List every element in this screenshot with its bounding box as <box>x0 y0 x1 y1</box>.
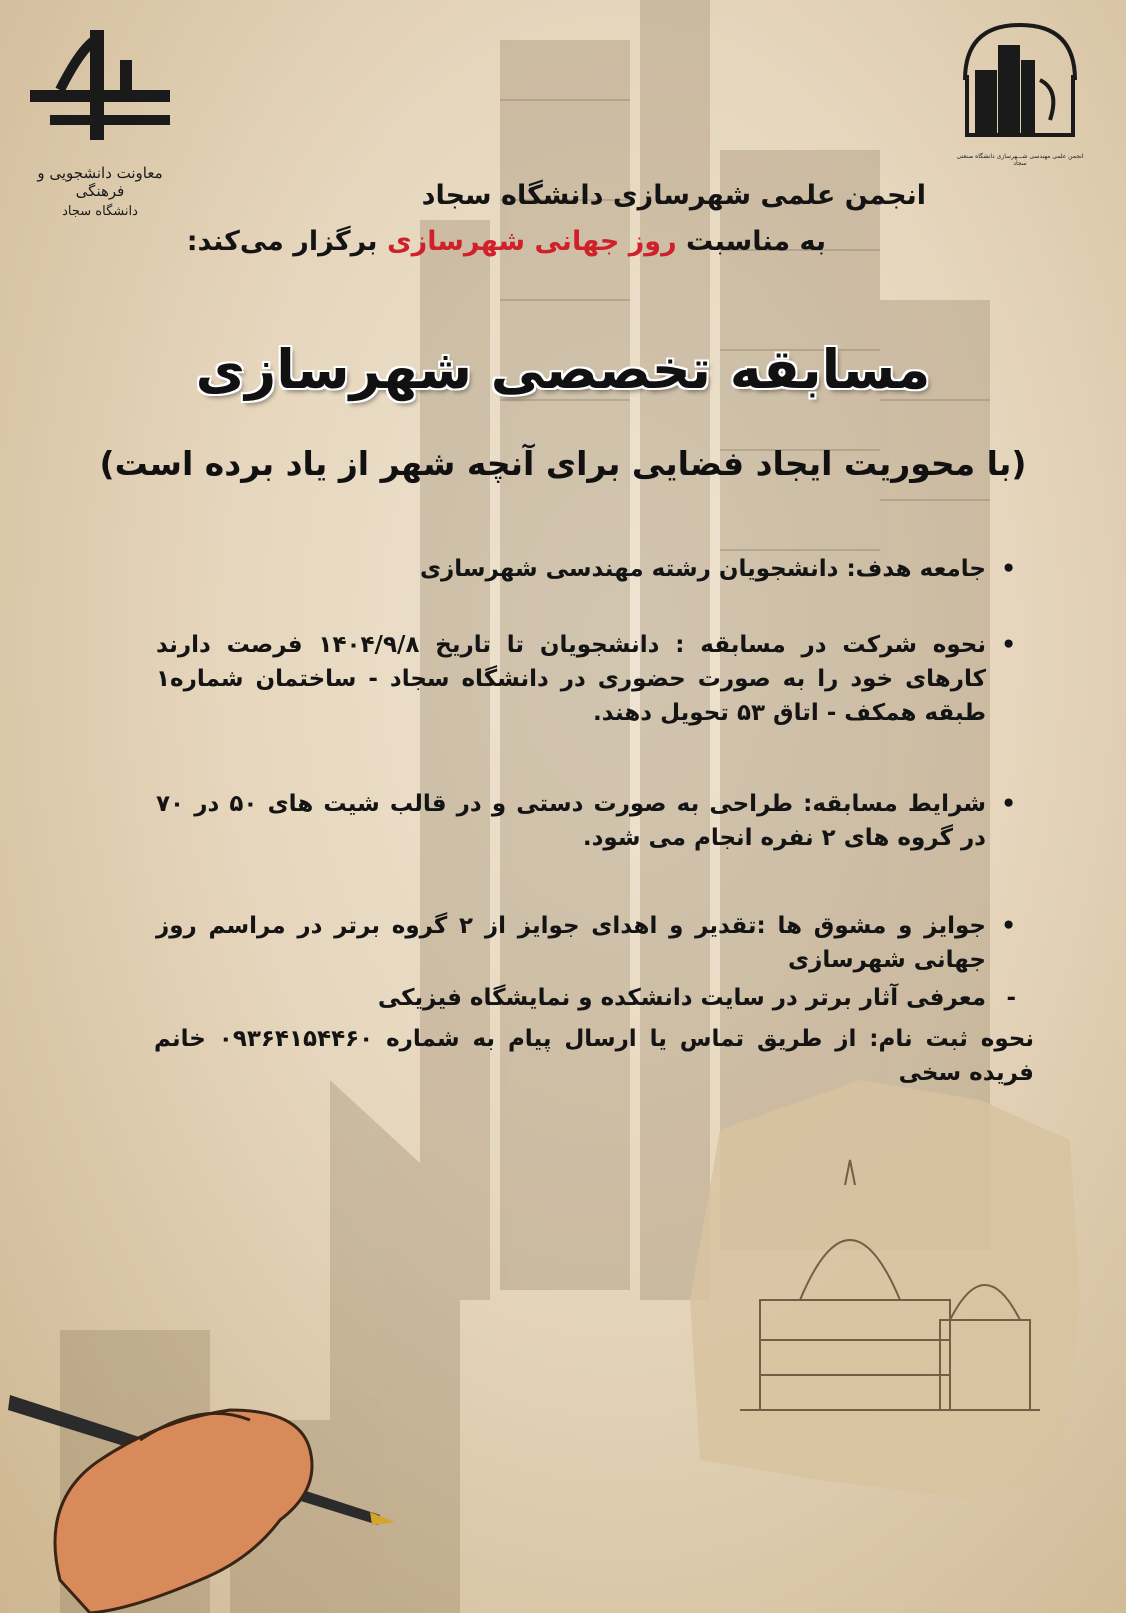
competition-title: مسابقه تخصصی شهرسازی <box>195 338 931 401</box>
competition-subtitle: (با محوریت ایجاد فضایی برای آنچه شهر از یاد برده است) <box>99 444 1027 483</box>
occasion-prefix: به مناسبت <box>686 226 826 257</box>
registration-info: نحوه ثبت نام: از طریق تماس یا ارسال پیام به شماره ۰۹۳۶۴۱۵۴۴۶۰ خانم فریده سخی <box>154 1026 1034 1086</box>
university-affairs-logo <box>20 20 180 220</box>
right-logo-caption: انجمن علمی مهندسی شـــهرسازی دانشگاه صنعتی سجاد <box>956 153 1084 167</box>
list-item-text: جوایز و مشوق ها :تقدیر و اهدای جوایز از ۲ گروه برتر در مراسم روز جهانی شهرسازی <box>156 913 987 973</box>
left-logo-caption-1: معاونت دانشجویی و فرهنگی <box>37 164 163 200</box>
list-item-target-audience <box>156 552 1016 586</box>
list-item-conditions <box>156 787 1016 855</box>
list-item-text: معرفی آثار برتر در سایت دانشکده و نمایشگاه فیزیکی <box>377 985 986 1011</box>
list-item-prizes <box>156 909 1016 977</box>
bullet-icon: • <box>1001 791 1016 817</box>
dash-icon: - <box>1006 985 1016 1011</box>
occasion-suffix: برگزار می‌کند: <box>186 226 378 257</box>
skyscraper-logo-icon <box>950 20 1090 145</box>
bullet-icon: • <box>1001 632 1016 658</box>
list-item-exhibition <box>377 985 1016 1011</box>
bullet-icon: • <box>1001 913 1016 939</box>
list-item-participation <box>156 628 1016 730</box>
bullet-icon: • <box>1001 556 1016 582</box>
occasion-highlight: روز جهانی شهرسازی <box>386 226 677 257</box>
left-logo-caption-2: دانشگاه سجاد <box>62 204 138 219</box>
organizer-line: انجمن علمی شهرسازی دانشگاه سجاد <box>421 180 926 211</box>
urbanism-association-logo <box>950 20 1090 167</box>
occasion-line <box>187 226 826 257</box>
list-item-text: نحوه شرکت در مسابقه : دانشجویان تا تاریخ ۱۴۰۴/۹/۸ فرصت دارند کارهای خود را به صورت حضوری در دانشگاه سجاد - ساختمان شماره۱ طبقه همکف - اتاق ۵۳ تحویل دهند. <box>156 632 987 726</box>
university-logo-icon <box>20 20 180 160</box>
list-item-text: جامعه هدف: دانشجویان رشته مهندسی شهرسازی <box>419 556 986 582</box>
list-item-text: شرایط مسابقه: طراحی به صورت دستی و در قالب شیت های ۵۰ در ۷۰ در گروه های ۲ نفره انجام می شود. <box>156 791 986 851</box>
